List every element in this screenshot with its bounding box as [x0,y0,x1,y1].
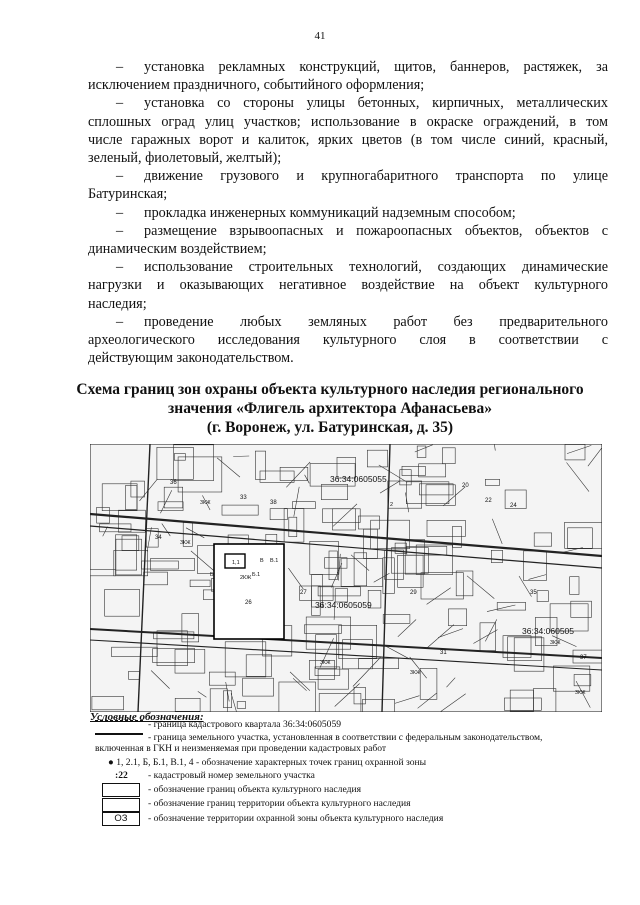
legend-item-text: - граница земельного участка, установленная в соответствии с федеральным законодательством, [148,732,543,743]
cadastral-map [90,444,602,712]
list-text: числе гаражных ворот и калиток, ярких цветов (в том числе синий, красный, [88,131,608,148]
list-item-line [88,76,608,94]
legend-item-text: - обозначение границ территории объекта культурного наследия [148,798,411,809]
map-label: 36 [170,480,177,486]
legend-item-text: - обозначение границ объекта культурного наследия [148,784,362,795]
map-label: 31 [440,650,447,656]
list-item-line [88,185,608,203]
list-item-line [88,167,608,185]
list-text: наследия; [88,295,147,312]
map-label: 36:34:060505 [522,626,574,636]
map-label: 22 [485,498,492,504]
map-label: 24 [510,503,517,509]
map-label: Б.1 [252,572,261,578]
map-label: 2 [390,502,394,508]
map-label: 29 [410,590,417,596]
list-dash: – [116,168,124,185]
map-label: Б [210,572,214,578]
list-item-line [88,131,608,149]
figure-heading-line-3: (г. Воронеж, ул. Батуринская, д. 35) [206,419,454,436]
legend-line-symbol [95,733,143,735]
list-text: размещение взрывоопасных и пожароопасных объектов, объектов с [144,222,608,239]
map-label: 1,1 [232,560,240,566]
list-item-line [88,222,608,240]
map-label: 35 [530,590,537,596]
list-text: использование строительных технологий, создающих динамические [144,259,608,276]
list-dash: – [116,204,124,221]
list-item-line [88,240,608,258]
map-label: 37 [580,655,587,661]
map-label: ЗКЖ [200,500,211,506]
list-text: проведение любых земляных работ без предварительного [144,313,608,330]
list-text: археологического исследования культурного слоя в соответствии с [88,332,608,348]
list-item-line [88,149,608,167]
list-text: динамическим воздействием; [88,241,267,257]
list-dash: – [116,95,124,112]
list-text: зеленый, фиолетовый, желтый); [88,150,282,166]
figure-heading-line-1: Схема границ зон охраны объекта культурного наследия регионального [76,381,584,398]
list-text: Батуринская; [88,186,168,203]
map-label: 2КЖ [240,575,252,581]
list-item-line [88,295,608,313]
legend-box-symbol [102,783,140,797]
list-item-line [88,276,608,294]
legend-item-text: - обозначение характерных точек границ охранной зоны [196,757,427,768]
list-item-line [88,349,608,367]
map-label: 20 [462,483,469,489]
list-dash: – [116,59,124,75]
map-label: 26 [245,600,252,606]
map-label: ЗКЖ [320,660,331,666]
list-text: движение грузового и крупногабаритного транспорта по улице [144,168,608,185]
map-label: 34 [155,535,162,541]
list-text: прокладка инженерных коммуникаций надземным способом; [144,204,516,221]
legend-item-text: - обозначение территории охранной зоны объекта культурного наследия [148,813,444,824]
map-label: В.1 [270,558,279,564]
legend-box-symbol: ОЗ [102,812,140,826]
legend-title: Условные обозначения: [90,711,204,723]
list-item-line [88,58,608,76]
legend-line-symbol [95,720,143,721]
legend-item-text-continued: включенная в ГКН и неизменяемая при проведении кадастровых работ [95,743,387,754]
legend-symbol-text: :22 [115,770,128,781]
map-label: ЗКЖ [550,640,561,646]
map-label: 36:34:0605055 [330,474,387,484]
list-dash: – [116,313,124,330]
list-dash: – [116,259,124,276]
page-number: 41 [314,30,326,42]
map-label: 36:34:0605059 [315,600,372,610]
map-label: 33 [240,495,247,501]
figure-heading-line-2: значения «Флигель архитектора Афанасьева» [168,400,492,417]
list-text: установка рекламных конструкций, щитов, баннеров, растяжек, за [144,59,608,75]
list-item-line [88,204,608,222]
list-item-line [88,113,608,131]
list-item-line [88,331,608,349]
list-item-line [88,258,608,276]
list-text: нагрузки и оказывающих негативное воздействие на объект культурного [88,277,608,294]
map-label: ЗКЖ [180,540,191,546]
map-label: 27 [300,590,307,596]
legend-symbol-text: ● 1, 2.1, Б, Б.1, В.1, 4 [108,757,194,768]
legend-item-text: - граница кадастрового квартала 36:34:0605059 [148,719,342,730]
map-label: ЗКЖ [575,690,586,696]
list-text: действующим законодательством. [88,350,294,367]
list-item-line [88,94,608,112]
list-dash: – [116,222,124,239]
map-label: ЗКЖ [410,670,421,676]
list-text: сплошных оград улиц участков; использование в окраске ограждений, в том [88,113,608,130]
list-item-line [88,313,608,331]
list-text: установка со стороны улицы бетонных, кирпичных, металлических [144,95,608,112]
legend-item-text: - кадастровый номер земельного участка [148,770,315,781]
map-label: В [260,558,264,564]
map-label: 38 [270,500,277,506]
legend-box-symbol [102,798,140,812]
list-text: исключением праздничного, событийного оформления; [88,77,425,94]
